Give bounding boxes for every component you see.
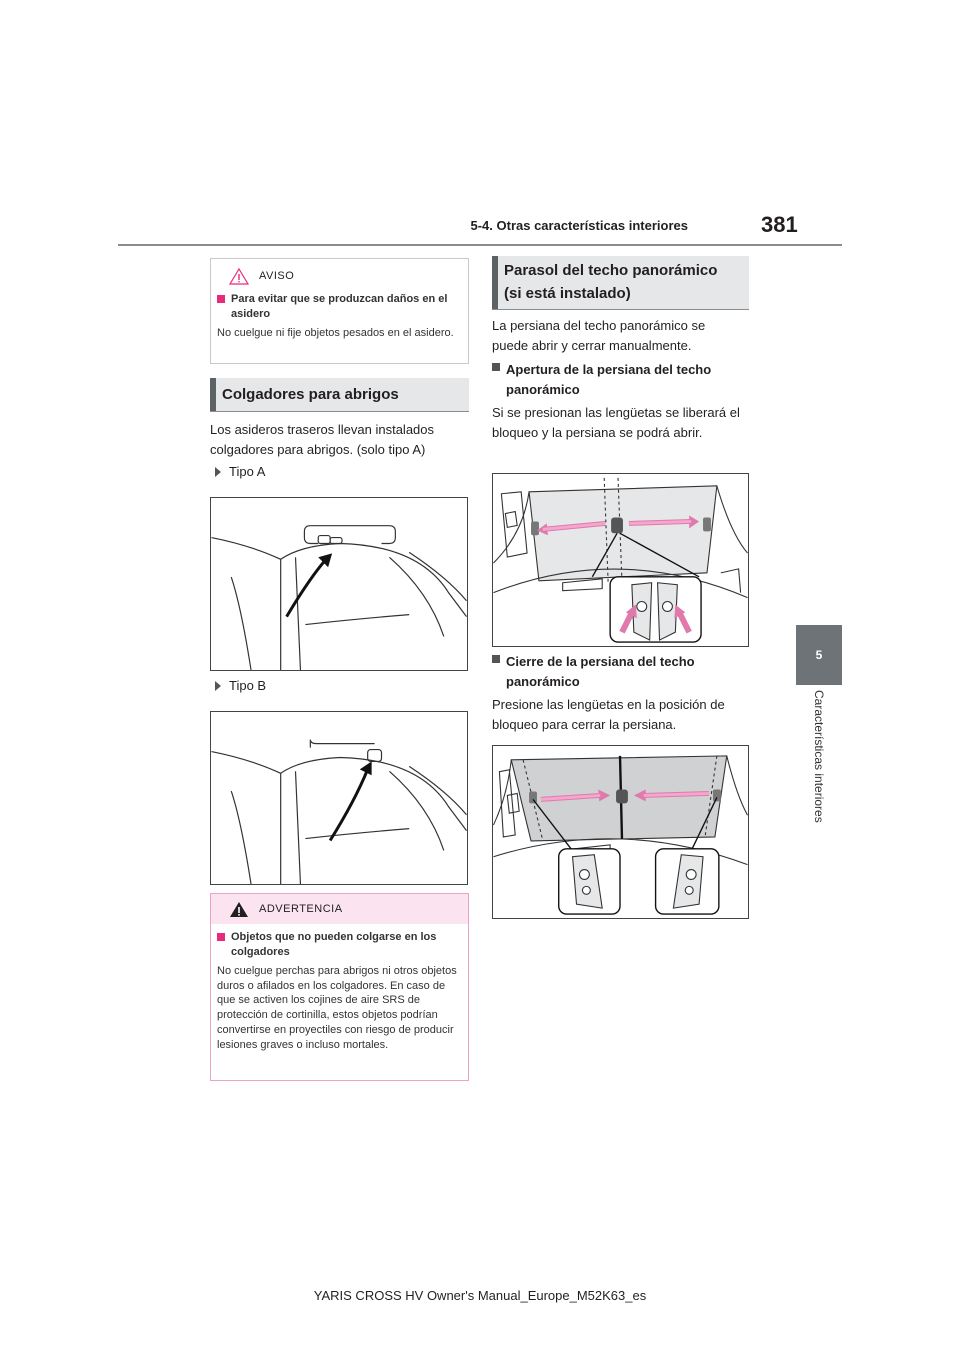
- heading-rule: [492, 309, 749, 310]
- open-shade-figure: [492, 473, 749, 647]
- bullet-square-icon: [492, 363, 500, 371]
- triangle-bullet-icon: [215, 467, 221, 477]
- page-footer: YARIS CROSS HV Owner's Manual_Europe_M52K63_es: [313, 1288, 647, 1303]
- coat-hook-type-b-illustration: [211, 712, 467, 884]
- open-shade-title: Apertura de la persiana del techo panorámico: [492, 360, 748, 400]
- warning-subtitle: Objetos que no pueden colgarse en los colgadores: [217, 930, 462, 960]
- warning-header: [211, 894, 468, 924]
- heading-rule: [210, 411, 469, 412]
- type-b-label: Tipo B: [215, 676, 266, 696]
- section-header: 5-4. Otras características interiores: [470, 218, 688, 233]
- warning-title: ADVERTENCIA: [259, 903, 343, 915]
- chapter-tab: 5: [796, 625, 842, 685]
- open-shade-body: Si se presionan las lengüetas se liberará el bloqueo y la persiana se podrá abrir.: [492, 405, 740, 440]
- warning-triangle-icon: [229, 901, 249, 918]
- close-shade-body: Presione las lengüetas en la posición de bloqueo para cerrar la persiana.: [492, 697, 725, 732]
- caution-triangle-icon: [229, 268, 249, 285]
- bullet-square-icon: [217, 295, 225, 303]
- page-number: 381: [761, 212, 798, 237]
- heading-line-2: (si está instalado): [504, 285, 631, 302]
- coat-hook-type-a-illustration: [211, 498, 467, 670]
- chapter-label-text: Características interiores: [812, 690, 826, 823]
- header-divider: [118, 244, 842, 246]
- heading-line-1: Parasol del techo panorámico: [504, 262, 718, 279]
- panoramic-shade-close-illustration: [493, 746, 748, 918]
- bullet-square-icon: [492, 655, 500, 663]
- panoramic-shade-open-illustration: [493, 474, 748, 646]
- panoramic-intro: La persiana del techo panorámico se puede abrir y cerrar manualmente.: [492, 318, 706, 353]
- notice-subtitle: Para evitar que se produzcan daños en el asidero: [217, 292, 462, 322]
- type-b-figure: [210, 711, 468, 885]
- warning-body: No cuelgue perchas para abrigos ni otros objetos duros o afilados en los colgadores. En caso de que se activen los cojines de aire SRS de protección de cortinilla, estos objetos podrían convertirse en proyectiles con riesgo de producir lesiones graves o incluso mortales.: [217, 964, 457, 1051]
- panoramic-shade-heading: [492, 256, 749, 309]
- notice-header: [211, 259, 468, 288]
- notice-body: No cuelgue ni fije objetos pesados en el asidero.: [217, 326, 454, 339]
- warning-box: [210, 893, 469, 1081]
- notice-box: [210, 258, 469, 364]
- coat-hooks-heading: Colgadores para abrigos: [210, 378, 469, 411]
- type-a-label: Tipo A: [215, 462, 265, 482]
- coat-hooks-intro: Los asideros traseros llevan instalados colgadores para abrigos. (solo tipo A): [210, 422, 435, 457]
- bullet-square-icon: [217, 933, 225, 941]
- close-shade-figure: [492, 745, 749, 919]
- notice-title: AVISO: [259, 270, 295, 282]
- close-shade-title: Cierre de la persiana del techo panorámico: [492, 652, 748, 692]
- type-a-figure: [210, 497, 468, 671]
- chapter-label: [812, 690, 826, 850]
- triangle-bullet-icon: [215, 681, 221, 691]
